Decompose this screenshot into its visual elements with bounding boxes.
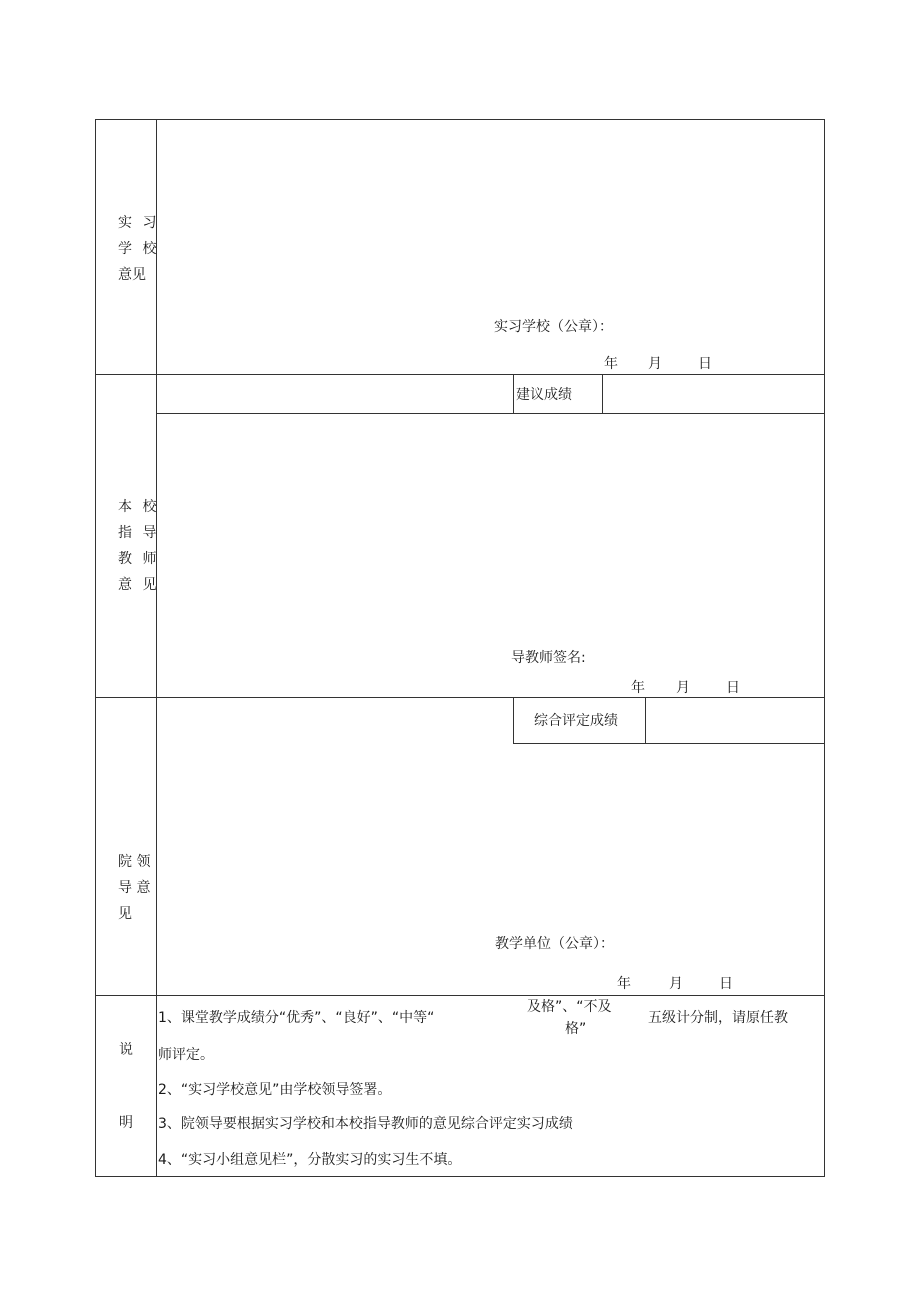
table-border-top [95, 119, 825, 120]
note-2: 2、“实习学校意见”由学校领导签署。 [158, 1082, 392, 1098]
school-opinion-label-3: 意见 [118, 267, 146, 283]
unit-stamp-text: 教学单位（公章）： [495, 936, 614, 952]
teacher-opinion-label-2: 指 导 [118, 525, 160, 541]
leader-opinion-label-2: 导 意 [118, 880, 151, 896]
table-border-right [824, 119, 825, 1177]
label-column-divider [156, 119, 157, 1177]
section-divider-3 [95, 995, 825, 996]
notes-label-bottom: 明 [119, 1115, 133, 1131]
teacher-date-year: 年 [631, 680, 645, 696]
table-border-left [95, 119, 96, 1177]
note-1-continuation: 师评定。 [158, 1047, 214, 1063]
leader-opinion-label-3: 见 [118, 906, 135, 922]
leader-date-day: 日 [719, 976, 733, 992]
leader-date-year: 年 [617, 976, 631, 992]
table-border-bottom [95, 1176, 825, 1177]
school-date-day: 日 [698, 356, 712, 372]
grade-row-bottom [156, 413, 825, 414]
teacher-date-day: 日 [726, 680, 740, 696]
final-grade-label: 综合评定成绩 [534, 713, 618, 729]
final-grade-box-bottom [513, 743, 825, 744]
school-stamp-text: 实习学校（公章）： [494, 319, 613, 335]
note-4: 4、“实习小组意见栏”，分散实习的实习生不填。 [158, 1152, 462, 1168]
note-1-part-a: 1、课堂教学成绩分“优秀”、“良好”、“中等“ [158, 1010, 435, 1026]
teacher-opinion-label-3: 教 师 [118, 551, 160, 567]
final-grade-box-left [513, 697, 514, 744]
teacher-opinion-label-4: 意 见 [118, 577, 160, 593]
teacher-date-month: 月 [676, 680, 690, 696]
note-1-part-b-top: 及格”、“不及 [527, 999, 612, 1015]
suggested-grade-field[interactable] [603, 375, 824, 413]
teacher-opinion-label-1: 本 校 [118, 499, 160, 515]
school-opinion-label-2: 学 校 [118, 241, 160, 257]
leader-opinion-label-1: 院 领 [118, 854, 151, 870]
school-date-year: 年 [604, 356, 618, 372]
leader-date-month: 月 [669, 976, 683, 992]
grade-cell-left [513, 374, 514, 414]
note-3: 3、院领导要根据实习学校和本校指导教师的意见综合评定实习成绩 [158, 1116, 573, 1132]
final-grade-field[interactable] [646, 698, 824, 743]
suggested-grade-label: 建议成绩 [516, 387, 572, 403]
school-date-month: 月 [648, 356, 662, 372]
note-1-part-c: 五级计分制，请原任教 [648, 1010, 788, 1026]
notes-label-top: 说 [119, 1042, 133, 1058]
teacher-sign-text: 导教师签名: [511, 650, 586, 666]
school-opinion-label-1: 实 习 [118, 215, 160, 231]
note-1-part-b-bottom: 格” [565, 1021, 587, 1037]
